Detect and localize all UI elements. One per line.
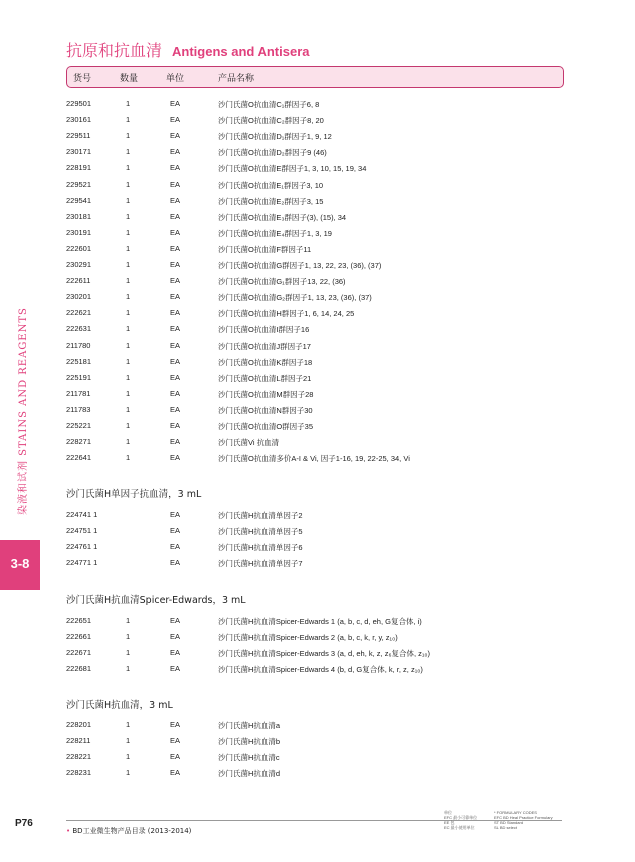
item-number: 224751 1 [66,526,98,535]
item-number: 230191 [66,227,92,237]
table-row [0,196,635,210]
table-row [0,292,635,306]
title-en: Antigens and Antisera [172,44,310,59]
unit: EA [170,356,181,366]
item-number: 224771 1 [66,558,98,567]
quantity: 1 [126,404,131,414]
product-name: 沙门氏菌H抗血清b [218,737,281,746]
product-name: 沙门氏菌O抗血清E₃群因子(3), (15), 34 [218,212,347,222]
footer-text: BD工业微生物产品目录 (2013-2014) [72,827,192,835]
quantity: 1 [126,768,131,777]
quantity: 1 [126,115,131,125]
table-header [66,66,564,88]
product-name: 沙门氏菌H抗血清a [218,721,281,730]
quantity: 1 [126,632,131,641]
legend-left-line: EE 包 [444,820,455,825]
product-name: 沙门氏菌H抗血清d [218,769,281,778]
unit: EA [170,616,181,625]
item-number: 225221 [66,421,92,430]
quantity: 1 [126,616,131,625]
item-number: 229541 [66,195,92,205]
item-number: 230291 [66,260,92,269]
item-number: 230181 [66,211,92,221]
unit: EA [170,147,181,157]
header-unit: 单位 [166,74,185,84]
table-row [0,405,635,419]
table-row [0,341,635,355]
product-name: 沙门氏菌O抗血清I群因子16 [218,325,310,335]
legend-left-line: 单位 [444,810,452,815]
quantity: 1 [126,147,131,157]
quantity: 1 [126,453,131,463]
footer [66,826,191,836]
table-row [0,526,635,540]
legend-right-line: EFC BD Heal Practice Formulary [494,815,553,820]
section4-title: 沙门氏菌H抗血清，3 mL [66,700,173,711]
item-number: 222621 [66,308,92,318]
unit: EA [170,558,181,567]
quantity: 1 [126,437,131,447]
unit: EA [170,372,181,382]
product-name: 沙门氏菌Vi 抗血清 [218,438,280,448]
page-number: P76 [15,818,33,829]
table-row [0,99,635,113]
table-row [0,389,635,403]
legend-right-line: * FORMULARY CODES [494,810,537,815]
item-number: 222641 [66,453,92,463]
unit: EA [170,115,181,125]
chapter-tab [0,540,40,590]
item-number: 211780 [66,340,91,350]
product-name: 沙门氏菌O抗血清G群因子1, 13, 22, 23, (36), (37) [218,261,382,270]
unit: EA [170,437,181,447]
unit: EA [170,99,181,108]
quantity: 1 [126,664,131,673]
header-quantity: 数量 [120,74,139,84]
product-name: 沙门氏菌O抗血清K群因子18 [218,357,313,367]
unit: EA [170,324,181,334]
product-name: 沙门氏菌O抗血清O群因子35 [218,422,314,431]
item-number: 222631 [66,324,92,334]
quantity: 1 [126,260,131,269]
product-name: 沙门氏菌O抗血清C₁群因子6, 8 [218,100,320,109]
quantity: 1 [126,276,131,286]
footer-divider [66,820,562,821]
table-row [0,616,635,630]
item-number: 211783 [66,404,91,414]
unit: EA [170,648,181,657]
item-number: 230161 [66,115,92,125]
table-row [0,373,635,387]
table-row [0,212,635,226]
unit: EA [170,526,181,535]
table-row [0,324,635,338]
item-number: 229521 [66,179,92,189]
quantity: 1 [126,131,131,141]
unit: EA [170,720,181,729]
item-number: 229511 [66,131,91,141]
product-name: 沙门氏菌O抗血清E群因子1, 3, 10, 15, 19, 34 [218,164,367,174]
quantity: 1 [126,648,131,657]
product-name: 沙门氏菌O抗血清E₁群因子3, 10 [218,180,324,190]
product-name: 沙门氏菌H抗血清单因子5 [218,527,303,536]
unit: EA [170,632,181,641]
unit: EA [170,388,181,398]
product-name: 沙门氏菌O抗血清C₂群因子8, 20 [218,116,324,126]
product-name: 沙门氏菌O抗血清M群因子28 [218,389,314,399]
unit: EA [170,340,181,350]
unit: EA [170,736,181,745]
table-row [0,437,635,451]
quantity: 1 [126,243,131,253]
item-number: 222681 [66,664,92,673]
quantity: 1 [126,372,131,382]
unit: EA [170,195,181,205]
quantity: 1 [126,324,131,334]
side-chapter-label: 染液和试剂 STAINS AND REAGENTS [18,307,29,515]
unit: EA [170,421,181,430]
item-number: 224761 1 [66,542,98,551]
product-name: 沙门氏菌H抗血清Spicer-Edwards 2 (a, b, c, k, r, y, z₁₀) [218,633,398,642]
unit: EA [170,752,181,761]
quantity: 1 [126,752,131,761]
quantity: 1 [126,211,131,221]
unit: EA [170,453,181,463]
product-name: 沙门氏菌H抗血清单因子6 [218,543,303,552]
item-number: 225181 [66,356,92,366]
unit: EA [170,292,181,302]
quantity: 1 [126,388,131,398]
page-title [66,38,310,61]
legend-left-line: EFC 最小可靠单位 [444,815,478,820]
item-number: 222671 [66,648,92,657]
unit: EA [170,227,181,237]
title-cn: 抗原和抗血清 [66,41,163,60]
quantity: 1 [126,308,131,318]
quantity: 1 [126,340,131,350]
unit: EA [170,308,181,318]
table-row [0,180,635,194]
unit: EA [170,542,181,551]
item-number: 230201 [66,292,92,302]
table-row [0,260,635,274]
table-row [0,510,635,524]
unit: EA [170,510,181,519]
section2-title: 沙门氏菌H单因子抗血清，3 mL [66,489,202,500]
unit: EA [170,276,181,286]
quantity: 1 [126,356,131,366]
product-name: 沙门氏菌H抗血清Spicer-Edwards 3 (a, d, eh, k, z, z₆复合体, z₁₀) [218,649,431,658]
table-row [0,131,635,145]
legend-left-line: EC 最小使用单位 [444,825,475,830]
product-name: 沙门氏菌O抗血清多价A-I & Vi, 因子1-16, 19, 22-25, 34, Vi [218,454,410,464]
item-number: 228271 [66,437,92,447]
unit: EA [170,404,181,414]
product-name: 沙门氏菌H抗血清Spicer-Edwards 4 (b, d, G复合体, k, r, z, z₁₀) [218,665,423,674]
table-row [0,453,635,467]
item-number: 222651 [66,616,92,625]
item-number: 211781 [66,388,91,398]
unit: EA [170,260,181,269]
section3-title: 沙门氏菌H抗血清Spicer-Edwards，3 mL [66,595,246,606]
table-row [0,115,635,129]
product-name: 沙门氏菌H抗血清单因子7 [218,559,303,568]
table-row [0,228,635,242]
quantity: 1 [126,292,131,302]
legend-left [444,810,477,830]
quantity: 1 [126,99,131,108]
table-row [0,163,635,177]
unit: EA [170,243,181,253]
product-name: 沙门氏菌O抗血清E₂群因子3, 15 [218,196,324,206]
product-name: 沙门氏菌O抗血清N群因子30 [218,405,313,415]
product-name: 沙门氏菌H抗血清c [218,753,280,762]
table-row [0,308,635,322]
unit: EA [170,179,181,189]
quantity: 1 [126,736,131,745]
item-number: 228231 [66,768,92,777]
item-number: 224741 1 [66,510,98,519]
unit: EA [170,163,181,173]
table-row [0,736,635,750]
table-row [0,276,635,290]
item-number: 225191 [66,372,92,382]
legend-right-line: ST BD Standard [494,820,524,825]
table-row [0,147,635,161]
unit: EA [170,664,181,673]
table-row [0,357,635,371]
item-number: 222611 [66,276,91,286]
quantity: 1 [126,179,131,189]
quantity: 1 [126,195,131,205]
item-number: 229501 [66,99,92,108]
product-name: 沙门氏菌O抗血清E₄群因子1, 3, 19 [218,228,332,238]
quantity: 1 [126,720,131,729]
product-name: 沙门氏菌O抗血清D₂群因子9 (46) [218,148,327,158]
product-name: 沙门氏菌H抗血清单因子2 [218,511,303,520]
table-row [0,244,635,258]
unit: EA [170,131,181,141]
table-row [0,768,635,782]
item-number: 228191 [66,163,92,173]
item-number: 222661 [66,632,92,641]
table-row [0,542,635,556]
product-name: 沙门氏菌O抗血清G₁群因子13, 22, (36) [218,277,346,287]
product-name: 沙门氏菌O抗血清G₂群因子1, 13, 23, (36), (37) [218,293,372,303]
product-name: 沙门氏菌O抗血清L群因子21 [218,373,312,383]
table-row [0,720,635,734]
table-row [0,558,635,572]
table-row [0,421,635,435]
item-number: 228211 [66,736,91,745]
table-row [0,632,635,646]
product-name: 沙门氏菌O抗血清F群因子11 [218,244,312,254]
item-number: 228221 [66,752,92,761]
product-name: 沙门氏菌H抗血清Spicer-Edwards 1 (a, b, c, d, eh, G复合体, i) [218,617,422,626]
unit: EA [170,211,181,221]
legend-right [494,810,553,830]
item-number: 230171 [66,147,92,157]
header-product-name: 产品名称 [218,74,255,84]
item-number: 222601 [66,243,92,253]
chapter-tab-label: 3-8 [10,556,30,571]
quantity: 1 [126,227,131,237]
product-name: 沙门氏菌O抗血清D₁群因子1, 9, 12 [218,132,332,142]
quantity: 1 [126,421,131,430]
legend-right-line: SL BD select [494,825,517,830]
table-row [0,752,635,766]
unit: EA [170,768,181,777]
item-number: 228201 [66,720,92,729]
product-name: 沙门氏菌O抗血清J群因子17 [218,341,311,351]
table-row [0,664,635,678]
header-item-no: 货号 [73,74,92,84]
table-row [0,648,635,662]
quantity: 1 [126,163,131,173]
footer-bullet: • [66,827,71,835]
product-name: 沙门氏菌O抗血清H群因子1, 6, 14, 24, 25 [218,309,355,319]
